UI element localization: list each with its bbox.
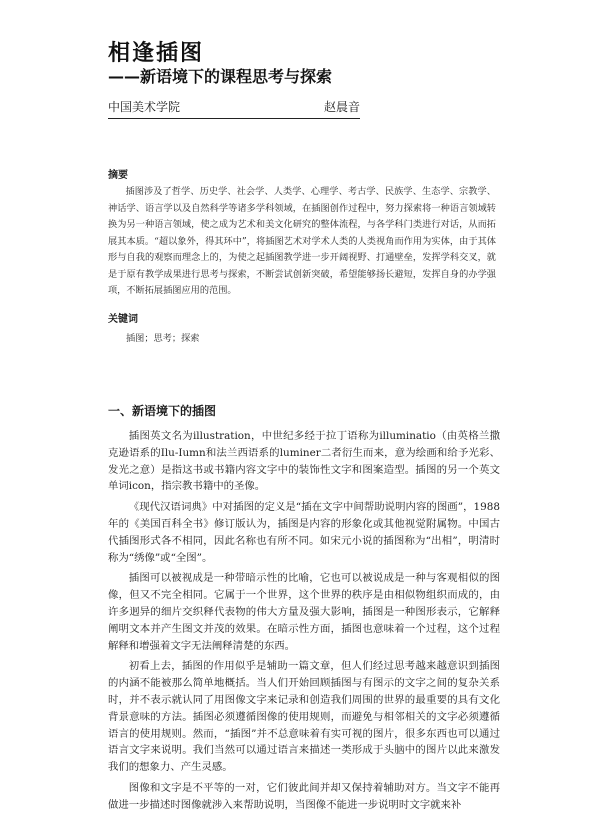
abstract-text: 插图涉及了哲学、历史学、社会学、人类学、心理学、考古学、民族学、生态学、宗教学、神话学、语言学以及自然科学等诸多学科领域，在插图创作过程中，努力探索将一种语言领域转换为另一种语言领域，使之成为艺术和美文化研究的整体流程，与各学科门类进行对话，从而拓展其本质。“超以象外，得其环中”，将插图艺术对学术人类的人类视角而作用为实体，由于其体形与自我的观察而理念上的，为使之起插图教学进一步开阔视野、打通壁垒，发挥学科交叉，就是于原有教学成果进行思考与探索，不断尝试创新突破，希望能够扬长避短，发挥自身的办学强项，不断拓展插图应用的范围。 xyxy=(108,186,496,296)
paper-subtitle: ——新语境下的课程思考与探索 xyxy=(108,67,333,86)
paper-title: 相逢插图 xyxy=(108,41,205,66)
section-body xyxy=(108,428,500,818)
keywords-text: 插图；思考；探索 xyxy=(126,333,200,344)
paragraph: 插图英文名为illustration，中世纪多经于拉丁语称为illuminatio（由英格兰撒克逊语系的Ilu-Iumn和法兰西语系的luminer二者衍生而来，意为绘画和给予光彩、发光之意）是指这书或书籍内容文字中的装饰性文字和图案造型。插图的另一个英文单词icon，指宗教书籍中的圣像。 xyxy=(108,430,500,493)
paragraph: 初看上去，插图的作用似乎是辅助一篇文章，但人们经过思考越来越意识到插图的内涵不能被那么简单地概括。当人们开始回顾插图与有图示的文字之间的复杂关系时，并不表示就认同了用图像文字来记录和创造我们周围的世界的最重要的具有文化背景意味的方法。插图必须遵循图像的使用规则，而避免与相邻相关的文字必须遵循语言的使用规则。然而，“插图”并不总意味着有实可视的图片，很多东西也可以通过语言文字来说明。我们当然可以通过语言来描述一类形成于头脑中的图片以此来激发我们的想象力、产生灵感。 xyxy=(108,660,500,774)
paragraph: 图像和文字是不平等的一对，它们彼此间并却又保持着辅助对方。当文字不能再做进一步描述时图像就涉入来帮助说明，当图像不能进一步说明时文字就来补 xyxy=(108,781,500,811)
header-rule xyxy=(108,118,360,119)
section-heading: 一、新语境下的插图 xyxy=(108,404,217,418)
institution: 中国美术学院 xyxy=(108,100,181,114)
paragraph: 《现代汉语词典》中对插图的定义是“插在文字中间帮助说明内容的图画”，1988年的《美国百科全书》修订版认为，插图是内容的形象化或其他视觉附属物。中国古代插图形式各不相同，因此名称也有所不同。如宋元小说的插图称为“出相”，明清时称为“绣像”或“全图”。 xyxy=(108,501,500,564)
abstract-label: 摘要 xyxy=(108,170,128,181)
author: 赵晨音 xyxy=(323,100,360,114)
byline xyxy=(108,98,360,115)
paragraph: 插图可以被视成是一种带暗示性的比喻，它也可以被说成是一种与客观相似的图像，但又不完全相同。它属于一个世界，这个世界的秩序是由相似物组织而成的，由许多迥异的细片交织释代表物的伟大方量及强大影响，插图是一种图形表示，它解释阐明文本并产生图文并茂的效果。在暗示性方面，插图也意味着一个过程，这个过程解释和增强着文字无法阐释清楚的东西。 xyxy=(108,572,500,652)
keywords-label: 关键词 xyxy=(108,314,138,325)
